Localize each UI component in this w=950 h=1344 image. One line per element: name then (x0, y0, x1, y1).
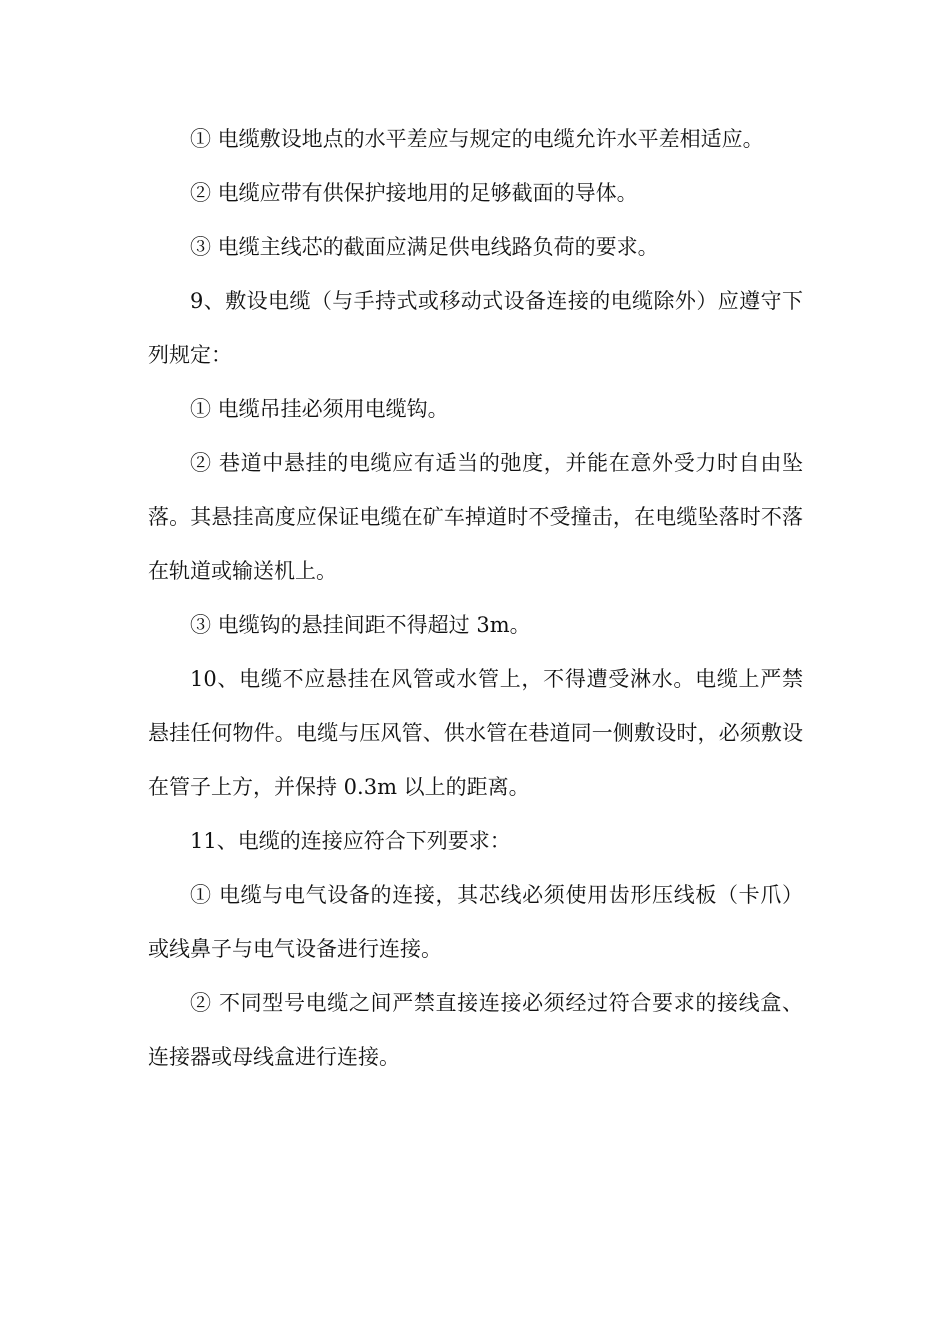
paragraph-5: ① 电缆吊挂必须用电缆钩。 (190, 397, 449, 421)
paragraph-2: ② 电缆应带有供保护接地用的足够截面的导体。 (190, 181, 638, 205)
paragraph-11: ② 不同型号电缆之间严禁直接连接必须经过符合要求的接线盒、连接器或母线盒进行连接。 (148, 991, 803, 1069)
paragraph-4: 9、敷设电缆（与手持式或移动式设备连接的电缆除外）应遵守下列规定： (148, 289, 803, 367)
paragraph-9: 11、电缆的连接应符合下列要求： (190, 829, 511, 853)
paragraph-1: ① 电缆敷设地点的水平差应与规定的电缆允许水平差相适应。 (190, 127, 764, 151)
paragraph-6: ② 巷道中悬挂的电缆应有适当的弛度，并能在意外受力时自由坠落。其悬挂高度应保证电缆在矿车掉道时不受撞击，在电缆坠落时不落在轨道或输送机上。 (148, 451, 803, 583)
document-body (148, 112, 803, 1084)
paragraph-3: ③ 电缆主线芯的截面应满足供电线路负荷的要求。 (190, 235, 659, 259)
paragraph-8: 10、电缆不应悬挂在风管或水管上，不得遭受淋水。电缆上严禁悬挂任何物件。电缆与压风管、供水管在巷道同一侧敷设时，必须敷设在管子上方，并保持 0.3m 以上的距离。 (148, 667, 803, 799)
paragraph-10: ① 电缆与电气设备的连接，其芯线必须使用齿形压线板（卡爪）或线鼻子与电气设备进行连接。 (148, 883, 803, 961)
paragraph-7: ③ 电缆钩的悬挂间距不得超过 3m。 (190, 613, 531, 637)
